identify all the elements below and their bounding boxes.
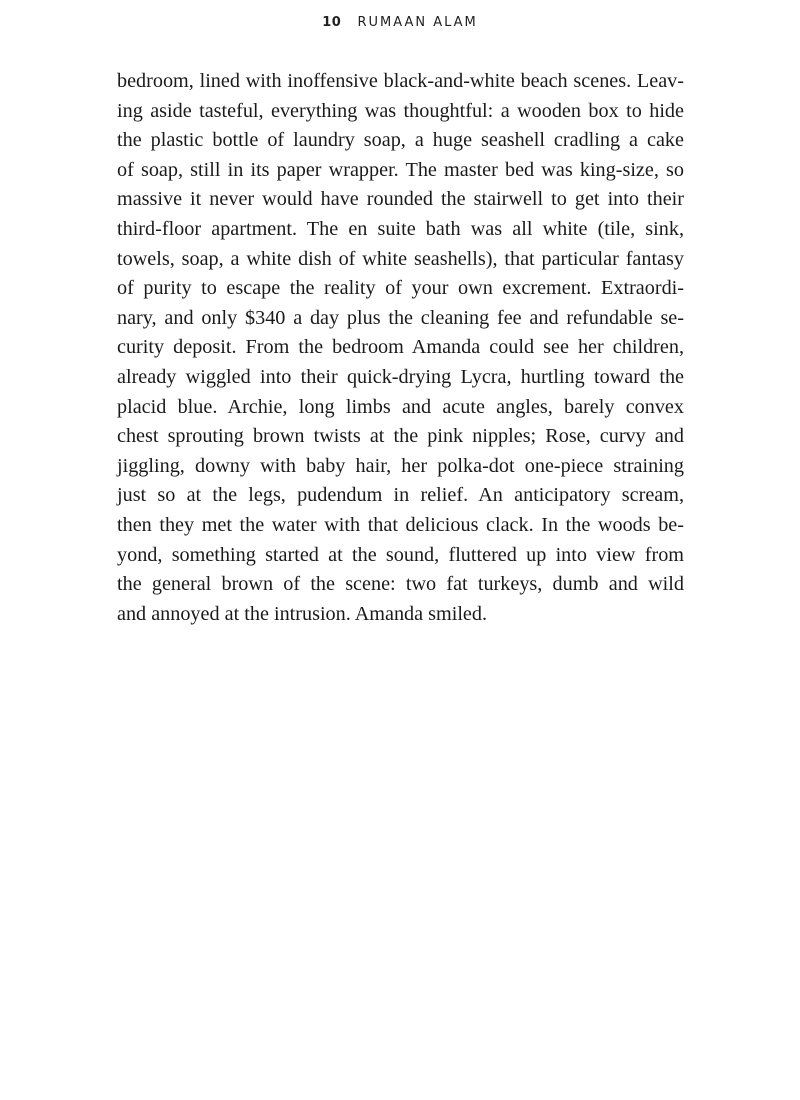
text-line: then they met the water with that delicious clack. In the woods be- (117, 513, 684, 536)
text-line: bedroom, lined with inoffensive black-and-white beach scenes. Leav- (117, 70, 684, 92)
text-line: and annoyed at the intrusion. Amanda smiled. (117, 602, 488, 625)
running-head (0, 15, 800, 30)
text-line: chest sprouting brown twists at the pink nipples; Rose, curvy and (117, 425, 684, 448)
text-line: towels, soap, a white dish of white seashells), that particular fantasy (117, 247, 684, 270)
text-line: the general brown of the scene: two fat turkeys, dumb and wild (117, 573, 684, 596)
text-line: already wiggled into their quick-drying Lycra, hurtling toward the (117, 365, 684, 388)
text-line: nary, and only $340 a day plus the cleaning fee and refundable se- (117, 306, 684, 329)
body-paragraph (117, 67, 684, 629)
text-line: placid blue. Archie, long limbs and acute angles, barely convex (117, 395, 684, 418)
running-head-author: RUMAAN ALAM (357, 15, 478, 30)
text-line: yond, something started at the sound, fluttered up into view from (117, 543, 684, 566)
text-line: massive it never would have rounded the stairwell to get into their (117, 188, 684, 211)
text-line: of purity to escape the reality of your own excrement. Extraordi- (117, 277, 684, 300)
text-line: ing aside tasteful, everything was thoughtful: a wooden box to hide (117, 99, 684, 122)
text-line: third-floor apartment. The en suite bath was all white (tile, sink, (117, 217, 684, 240)
page-number: 10 (322, 15, 342, 30)
text-line: the plastic bottle of laundry soap, a huge seashell cradling a cake (117, 129, 684, 152)
text-line: curity deposit. From the bedroom Amanda could see her children, (117, 336, 684, 359)
text-line: of soap, still in its paper wrapper. The master bed was king-size, so (117, 158, 684, 181)
text-line: jiggling, downy with baby hair, her polka-dot one-piece straining (117, 454, 684, 477)
text-line: just so at the legs, pudendum in relief. An anticipatory scream, (117, 484, 684, 507)
